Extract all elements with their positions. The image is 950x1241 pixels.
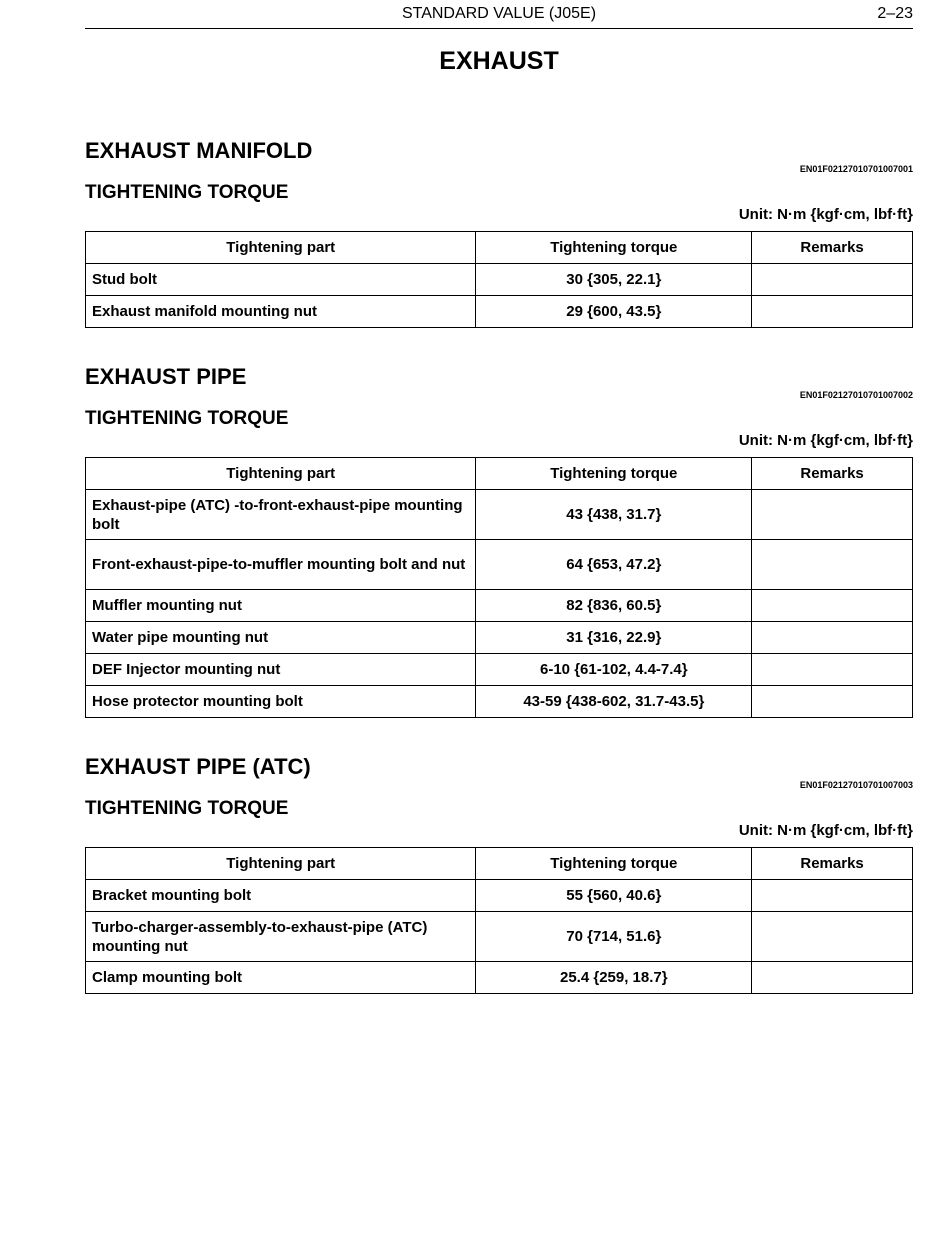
cell-part: Bracket mounting bolt — [86, 880, 476, 912]
cell-part: Exhaust-pipe (ATC) -to-front-exhaust-pipe mounting bolt — [86, 490, 476, 540]
column-header-part: Tightening part — [86, 232, 476, 264]
cell-part: Stud bolt — [86, 264, 476, 296]
cell-remarks — [752, 880, 913, 912]
cell-torque: 70 {714, 51.6} — [476, 912, 752, 962]
cell-remarks — [752, 912, 913, 962]
section-title: EXHAUST PIPE — [85, 364, 247, 389]
section-subtitle: TIGHTENING TORQUE — [85, 408, 289, 429]
table-header-row — [86, 848, 913, 880]
table-row — [86, 654, 913, 686]
table-row — [86, 912, 913, 962]
page-number: 2–23 — [877, 5, 913, 22]
cell-remarks — [752, 296, 913, 328]
cell-remarks — [752, 622, 913, 654]
cell-torque: 64 {653, 47.2} — [476, 540, 752, 590]
table-row — [86, 686, 913, 718]
table-row — [86, 490, 913, 540]
section-subtitle: TIGHTENING TORQUE — [85, 798, 289, 819]
table-row — [86, 880, 913, 912]
column-header-torque: Tightening torque — [476, 232, 752, 264]
column-header-torque: Tightening torque — [476, 848, 752, 880]
cell-part: Clamp mounting bolt — [86, 962, 476, 994]
table-row — [86, 296, 913, 328]
header-title: STANDARD VALUE (J05E) — [401, 5, 597, 22]
column-header-remarks: Remarks — [752, 848, 913, 880]
cell-remarks — [752, 686, 913, 718]
section-subtitle: TIGHTENING TORQUE — [85, 182, 289, 203]
cell-part: Water pipe mounting nut — [86, 622, 476, 654]
cell-torque: 31 {316, 22.9} — [476, 622, 752, 654]
torque-table — [85, 231, 913, 328]
cell-torque: 55 {560, 40.6} — [476, 880, 752, 912]
column-header-part: Tightening part — [86, 848, 476, 880]
cell-remarks — [752, 490, 913, 540]
page-header — [85, 0, 913, 29]
column-header-part: Tightening part — [86, 458, 476, 490]
cell-part: DEF Injector mounting nut — [86, 654, 476, 686]
page-title: EXHAUST — [439, 47, 559, 75]
column-header-remarks: Remarks — [752, 458, 913, 490]
cell-torque: 82 {836, 60.5} — [476, 590, 752, 622]
cell-remarks — [752, 540, 913, 590]
section-code: EN01F02127010701007003 — [799, 780, 913, 790]
column-header-remarks: Remarks — [752, 232, 913, 264]
cell-torque: 6-10 {61-102, 4.4-7.4} — [476, 654, 752, 686]
unit-label: Unit: N·m {kgf·cm, lbf·ft} — [738, 206, 913, 223]
table-row — [86, 264, 913, 296]
cell-remarks — [752, 962, 913, 994]
section-title: EXHAUST PIPE (ATC) — [85, 754, 311, 779]
cell-torque: 43-59 {438-602, 31.7-43.5} — [476, 686, 752, 718]
column-header-torque: Tightening torque — [476, 458, 752, 490]
cell-torque: 25.4 {259, 18.7} — [476, 962, 752, 994]
cell-part: Turbo-charger-assembly-to-exhaust-pipe (ATC) mounting nut — [86, 912, 476, 962]
torque-table — [85, 847, 913, 994]
section-code: EN01F02127010701007002 — [799, 390, 913, 400]
cell-torque: 30 {305, 22.1} — [476, 264, 752, 296]
table-row — [86, 622, 913, 654]
torque-table — [85, 457, 913, 718]
table-header-row — [86, 232, 913, 264]
cell-part: Front-exhaust-pipe-to-muffler mounting bolt and nut — [86, 540, 476, 590]
unit-label: Unit: N·m {kgf·cm, lbf·ft} — [738, 432, 913, 449]
table-header-row — [86, 458, 913, 490]
cell-remarks — [752, 654, 913, 686]
cell-torque: 43 {438, 31.7} — [476, 490, 752, 540]
cell-part: Exhaust manifold mounting nut — [86, 296, 476, 328]
table-row — [86, 540, 913, 590]
cell-torque: 29 {600, 43.5} — [476, 296, 752, 328]
cell-part: Hose protector mounting bolt — [86, 686, 476, 718]
section-code: EN01F02127010701007001 — [799, 164, 913, 174]
cell-remarks — [752, 590, 913, 622]
cell-remarks — [752, 264, 913, 296]
cell-part: Muffler mounting nut — [86, 590, 476, 622]
section-title: EXHAUST MANIFOLD — [85, 138, 313, 163]
table-row — [86, 962, 913, 994]
table-row — [86, 590, 913, 622]
unit-label: Unit: N·m {kgf·cm, lbf·ft} — [738, 822, 913, 839]
